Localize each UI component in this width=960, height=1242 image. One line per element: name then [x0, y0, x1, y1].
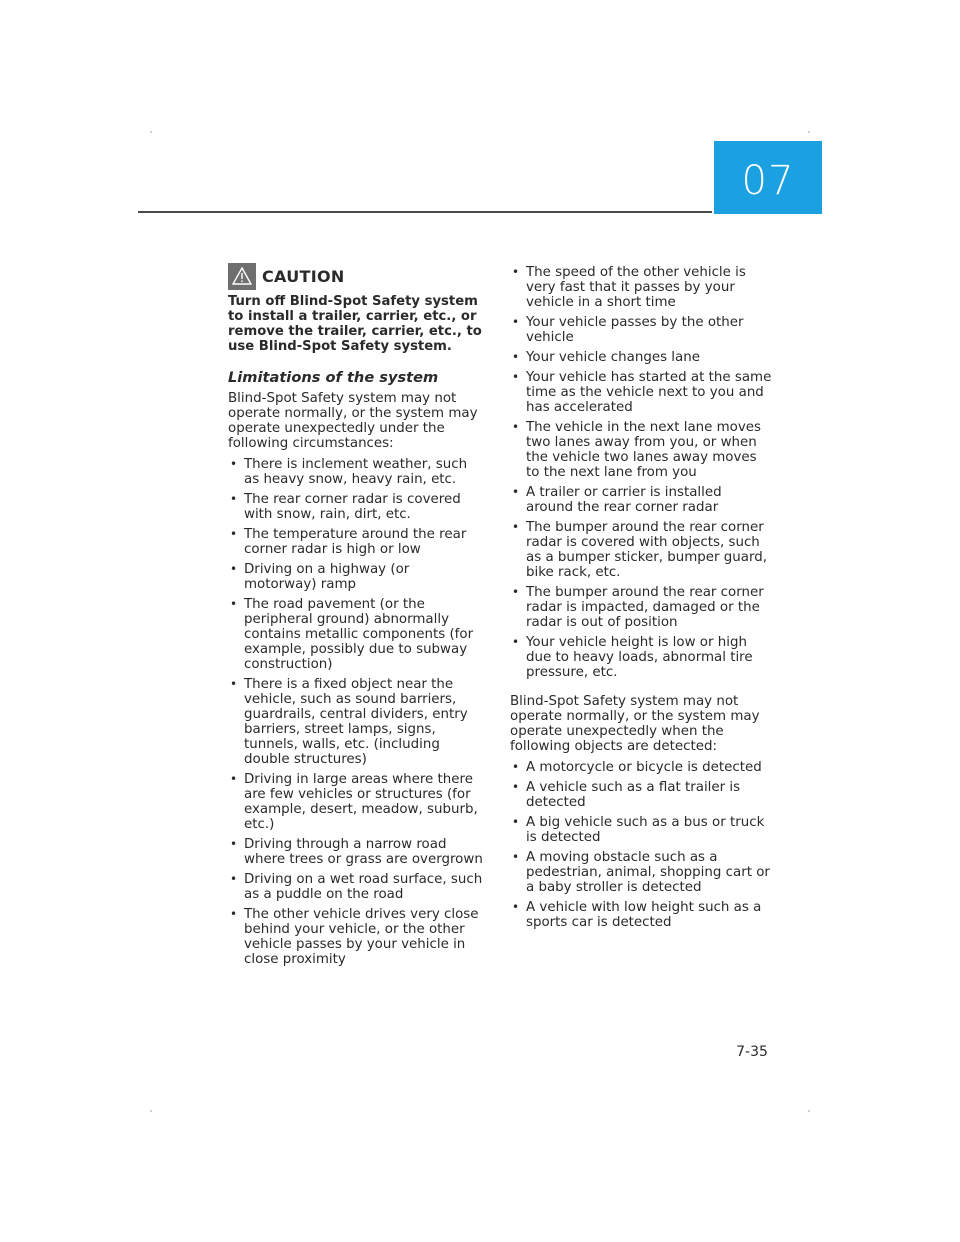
limitations-intro: Blind-Spot Safety system may not operate normally, or the system may operate unexpectedly under the following circumstances:	[228, 391, 478, 451]
list-item: • The rear corner radar is covered with snow, rain, dirt, etc.	[228, 492, 484, 522]
list-item: • The vehicle in the next lane moves two lanes away from you, or when the vehicle two lanes away moves to the next lane from you	[510, 420, 772, 480]
crop-mark	[150, 131, 152, 133]
list-item: • Driving on a wet road surface, such as a puddle on the road	[228, 872, 484, 902]
list-item: • The bumper around the rear corner radar is impacted, damaged or the radar is out of position	[510, 585, 772, 630]
list-item: • A vehicle with low height such as a sports car is detected	[510, 900, 772, 930]
list-item: • A trailer or carrier is installed around the rear corner radar	[510, 485, 772, 515]
header-rule	[138, 211, 712, 213]
list-item: • The speed of the other vehicle is very fast that it passes by your vehicle in a short time	[510, 265, 772, 310]
crop-mark	[808, 131, 810, 133]
list-item: • Driving through a narrow road where trees or grass are overgrown	[228, 837, 484, 867]
crop-mark	[808, 1110, 810, 1112]
caution-text: Turn off Blind-Spot Safety system to install a trailer, carrier, etc., or remove the trailer, carrier, etc., to use Blind-Spot Safety system.	[228, 294, 482, 354]
list-item: • A motorcycle or bicycle is detected	[510, 760, 772, 775]
list-item: • Your vehicle changes lane	[510, 350, 772, 365]
list-item: • Driving on a highway (or motorway) ramp	[228, 562, 484, 592]
caution-header	[228, 262, 484, 290]
list-item: • Your vehicle has started at the same time as the vehicle next to you and has accelerated	[510, 370, 772, 415]
crop-mark	[150, 1110, 152, 1112]
objects-intro: Blind-Spot Safety system may not operate normally, or the system may operate unexpectedly when the following objects are detected:	[510, 694, 760, 754]
list-item: • A moving obstacle such as a pedestrian, animal, shopping cart or a baby stroller is detected	[510, 850, 772, 895]
list-item: • Driving in large areas where there are few vehicles or structures (for example, desert, meadow, suburb, etc.)	[228, 772, 484, 832]
list-item: • Your vehicle passes by the other vehicle	[510, 315, 772, 345]
page-number: 7-35	[736, 1044, 768, 1060]
section-heading: Limitations of the system	[228, 369, 439, 386]
list-item: • There is inclement weather, such as heavy snow, heavy rain, etc.	[228, 457, 484, 487]
left-column	[228, 262, 484, 972]
warning-triangle-icon	[228, 263, 256, 290]
list-item: • The bumper around the rear corner radar is covered with objects, such as a bumper sticker, bumper guard, bike rack, etc.	[510, 520, 772, 580]
caution-title: CAUTION	[262, 266, 345, 286]
list-item: • A big vehicle such as a bus or truck is detected	[510, 815, 772, 845]
list-item: • The road pavement (or the peripheral ground) abnormally contains metallic components (for example, possibly due to subway construction)	[228, 597, 484, 672]
list-item: • The other vehicle drives very close behind your vehicle, or the other vehicle passes by your vehicle in close proximity	[228, 907, 484, 967]
chapter-tab: 07	[714, 141, 822, 214]
limitations-list-right	[510, 265, 772, 680]
list-item: • The temperature around the rear corner radar is high or low	[228, 527, 484, 557]
list-item: • Your vehicle height is low or high due to heavy loads, abnormal tire pressure, etc.	[510, 635, 772, 680]
right-column	[510, 265, 772, 935]
limitations-list-left	[228, 457, 484, 967]
list-item: • There is a fixed object near the vehicle, such as sound barriers, guardrails, central dividers, entry barriers, street lamps, signs, tunnels, walls, etc. (including double structures)	[228, 677, 484, 767]
objects-list	[510, 760, 772, 930]
list-item: • A vehicle such as a flat trailer is detected	[510, 780, 772, 810]
